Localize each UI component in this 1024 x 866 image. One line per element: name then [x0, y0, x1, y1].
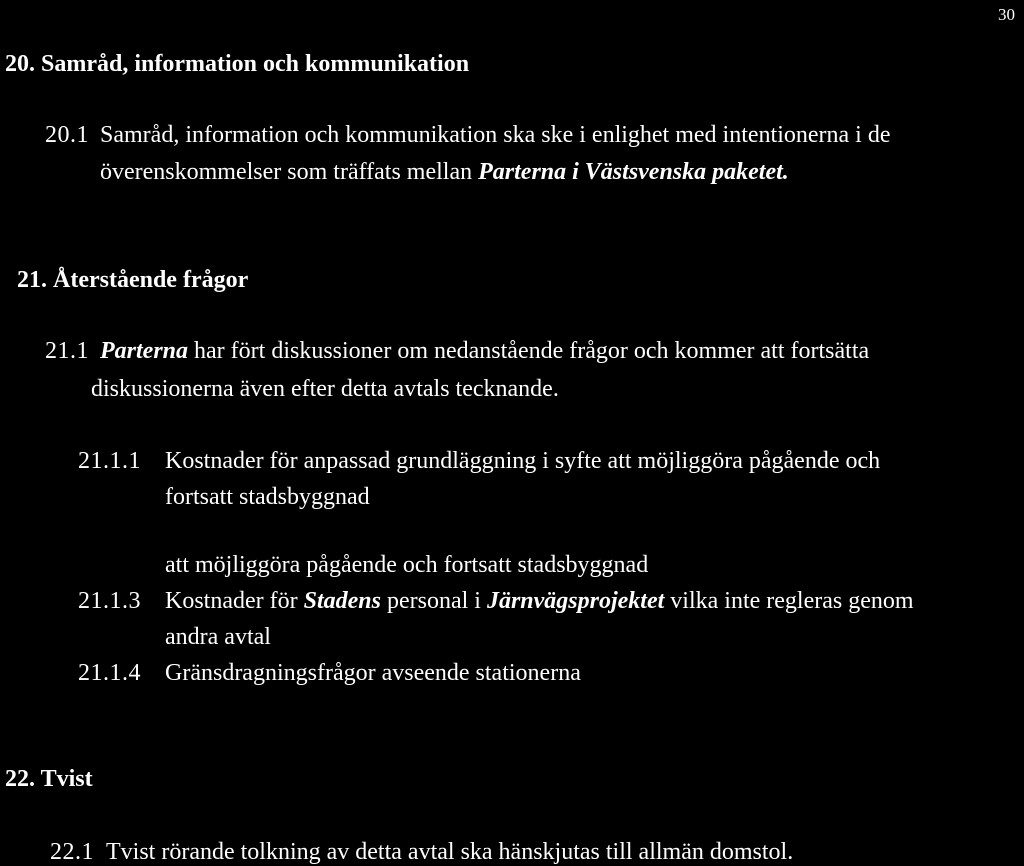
clause-text: vilka inte regleras genom: [670, 588, 914, 614]
clause-text: Kostnader för: [165, 588, 298, 614]
subclause-text-21-1-1-line2: fortsatt stadsbyggnad: [165, 484, 370, 510]
subclause-text-21-1-4: Gränsdragningsfrågor avseende stationerna: [165, 660, 581, 686]
subclause-number-21-1-3: 21.1.3: [78, 588, 141, 614]
clause-number-21-1: 21.1: [45, 338, 89, 364]
clause-text: överenskommelser som träffats mellan: [100, 159, 473, 185]
clause-text: har fört diskussioner om nedanstående frågor och kommer att fortsätta: [194, 338, 870, 364]
clause-text-20-1-line1: Samråd, information och kommunikation ska ske i enlighet med intentionerna i de: [100, 122, 891, 148]
section-heading-21: 21. Återstående frågor: [17, 267, 249, 293]
subclause-number-21-1-4: 21.1.4: [78, 660, 141, 686]
clause-text-21-1-line1: [100, 339, 869, 363]
clause-number-22-1: 22.1: [50, 839, 94, 865]
parties-emphasis: Parterna: [100, 338, 189, 364]
clause-number-20-1: 20.1: [45, 122, 89, 148]
city-emphasis: Stadens: [303, 588, 381, 614]
subclause-number-21-1-1: 21.1.1: [78, 448, 141, 474]
subclause-text-orphan: att möjliggöra pågående och fortsatt stadsbyggnad: [165, 552, 649, 578]
subclause-text-21-1-3-line2: andra avtal: [165, 624, 271, 650]
subclause-text-21-1-1-line1: Kostnader för anpassad grundläggning i syfte att möjliggöra pågående och: [165, 448, 881, 474]
clause-text: personal i: [386, 588, 481, 614]
railway-project-emphasis: Järnvägsprojektet: [486, 588, 665, 614]
page-number: 30: [998, 5, 1015, 24]
parties-emphasis: Parterna i Västsvenska paketet.: [478, 159, 789, 185]
subclause-text-21-1-3-line1: [165, 589, 914, 613]
section-heading-20: 20. Samråd, information och kommunikation: [5, 51, 470, 77]
section-heading-22: 22. Tvist: [5, 766, 93, 792]
clause-text-20-1-line2: [100, 160, 789, 184]
clause-text-21-1-line2: diskussionerna även efter detta avtals tecknande.: [91, 376, 559, 402]
clause-text-22-1: Tvist rörande tolkning av detta avtal ska hänskjutas till allmän domstol.: [106, 839, 794, 865]
